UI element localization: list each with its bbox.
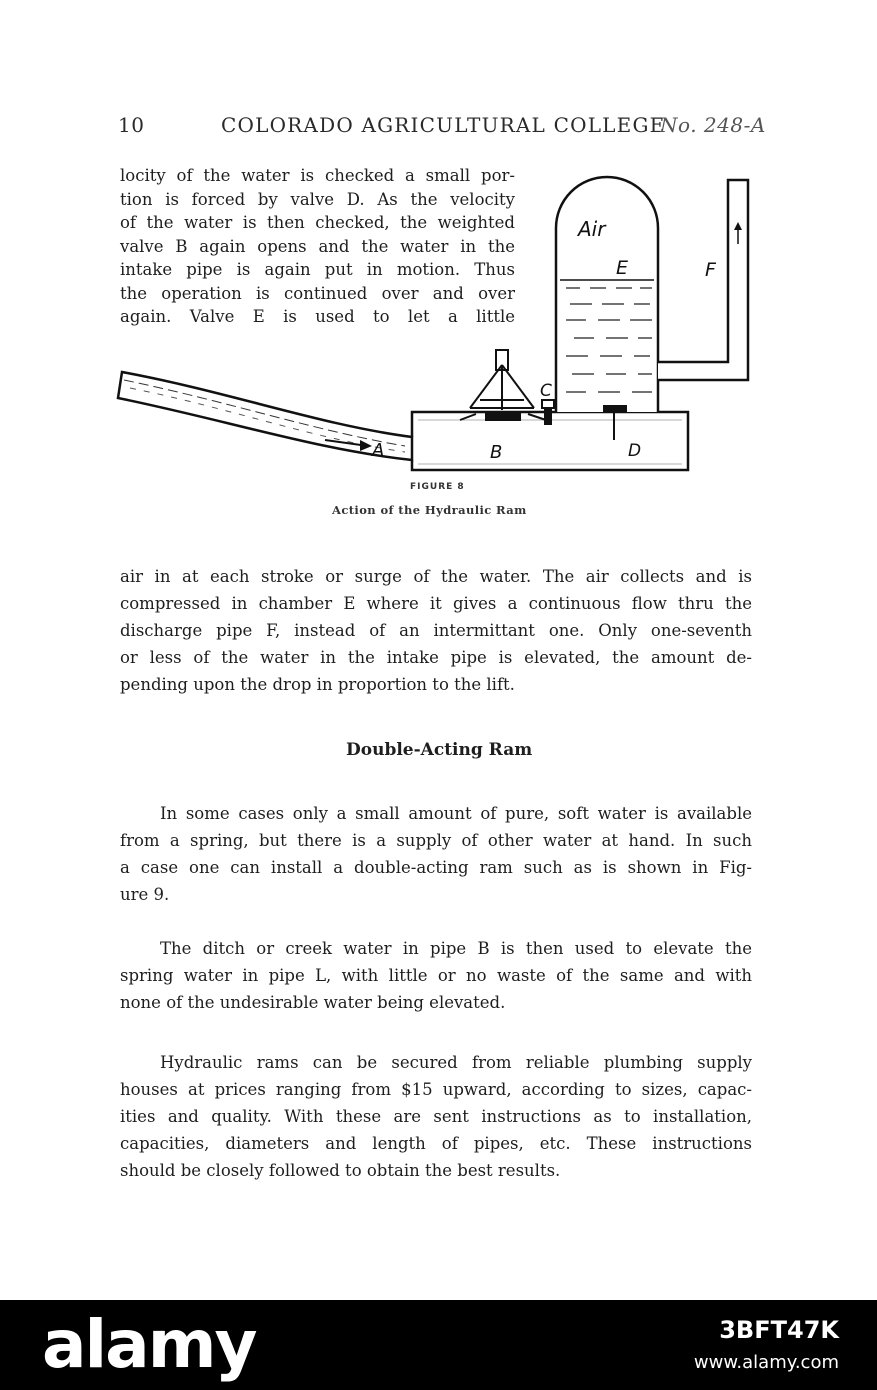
text-line: valve B again opens and the water in the [120,236,515,256]
figure-caption: Action of the Hydraulic Ram [332,503,527,517]
section-heading: Double-Acting Ram [346,740,533,760]
text-line: ure 9. [120,885,170,904]
figure-number: FIGURE 8 [410,482,465,492]
waste-valve [460,350,546,420]
figure-label-c: C [540,381,552,401]
text-line: or less of the water in the intake pipe is elevated, the amount de- [120,648,752,667]
running-title: COLORADO AGRICULTURAL COLLEGE [221,113,666,137]
paragraph [120,563,752,698]
figure-label-a: A [372,440,385,461]
text-line: ities and quality. With these are sent instructions as to installation, [120,1107,752,1126]
text-line: compressed in chamber E where it gives a continuous flow thru the [120,594,752,613]
text-line: tion is forced by valve D. As the velocity [120,189,515,209]
text-line: air in at each stroke or surge of the water. The air collects and is [120,567,752,586]
snifting-valve-d [604,406,626,440]
text-line: locity of the water is checked a small por- [120,166,515,185]
text-line: pending upon the drop in proportion to the lift. [120,675,515,694]
paragraph [120,1049,752,1184]
text-line: the operation is continued over and over [120,283,515,303]
alamy-logo: alamy [42,1306,256,1383]
text-line: Hydraulic rams can be secured from reliable plumbing supply [160,1053,752,1072]
text-line: again. Valve E is used to let a little [120,307,515,326]
text-line: should be closely followed to obtain the best results. [120,1161,561,1180]
text-line: intake pipe is again put in motion. Thus [120,260,515,279]
text-line: The ditch or creek water in pipe B is then used to elevate the [160,939,752,958]
text-line: discharge pipe F, instead of an intermittant one. Only one-seventh [120,621,752,640]
page-number: 10 [118,113,145,137]
figure-label-air: Air [578,217,606,241]
text-line: none of the undesirable water being elevated. [120,993,506,1012]
text-line: from a spring, but there is a supply of other water at hand. In such [120,831,752,850]
air-chamber [556,177,658,412]
discharge-pipe [658,180,748,380]
bulletin-number: No. 248-A [660,113,766,137]
text-line: capacities, diameters and length of pipes, etc. These instructions [120,1134,752,1153]
figure-label-e: E [616,257,629,279]
figure-label-d: D [628,441,642,461]
text-line: houses at prices ranging from $15 upward, according to sizes, capac- [120,1080,752,1099]
figure-label-f: F [705,259,716,281]
figure-label-b: B [490,442,503,463]
paragraph [120,800,752,908]
hydraulic-ram-figure [0,0,877,480]
watermark-url: www.alamy.com [693,1352,839,1373]
text-line: a case one can install a double-acting ram such as is shown in Fig- [120,858,752,877]
paragraph [120,935,752,1016]
text-line: spring water in pipe L, with little or no waste of the same and with [120,966,752,985]
image-id: 3BFT47K [719,1316,839,1344]
text-line: of the water is then checked, the weighted [120,213,515,232]
text-line: In some cases only a small amount of pure, soft water is available [160,804,752,823]
